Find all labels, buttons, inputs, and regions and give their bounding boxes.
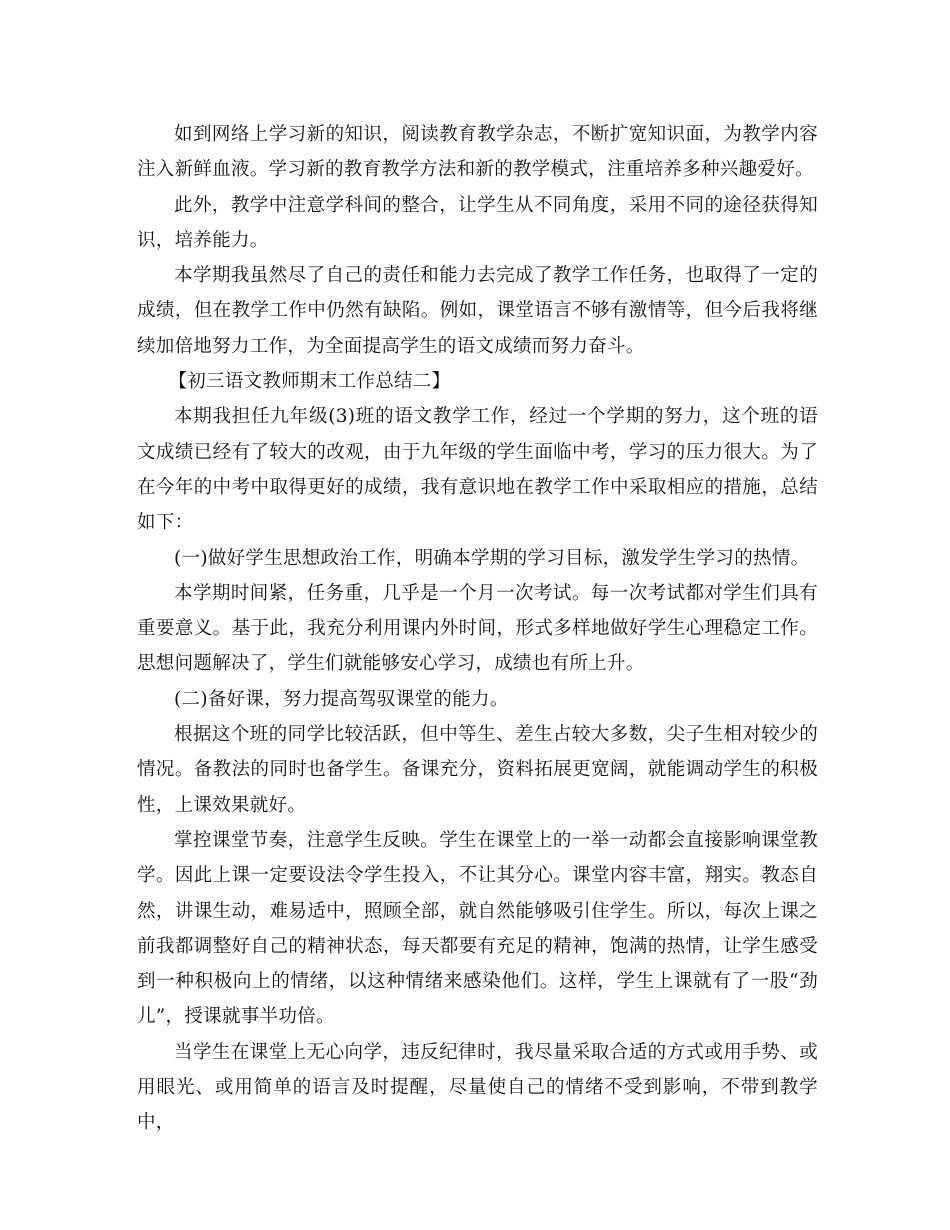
- paragraph-8: 当学生在课堂上无心向学，违反纪律时，我尽量采取合适的方式或用手势、或用眼光、或用简单的语言及时提醒，尽量使自己的情绪不受到影响，不带到教学中，: [137, 1041, 818, 1134]
- paragraph-1: 如到网络上学习新的知识，阅读教育教学杂志，不断扩宽知识面，为教学内容注入新鲜血液。学习新的教育教学方法和新的教学模式，注重培养多种兴趣爱好。: [137, 124, 818, 181]
- subheading-1: (一)做好学生思想政治工作，明确本学期的学习目标，激发学生学习的热情。: [174, 547, 810, 569]
- paragraph-2: 此外，教学中注意学科间的整合，让学生从不同角度，采用不同的途径获得知识，培养能力。: [137, 194, 818, 251]
- section-heading: 【初三语文教师期末工作总结二】: [168, 371, 451, 393]
- paragraph-4: 本期我担任九年级(3)班的语文教学工作，经过一个学期的努力，这个班的语文成绩已经有了较大的改观，由于九年级的学生面临中考，学习的压力很大。为了在今年的中考中取得更好的成绩，我有意识地在教学工作中采取相应的措施，总结如下：: [137, 406, 818, 534]
- subheading-2: (二)备好课，努力提高驾驭课堂的能力。: [174, 688, 509, 710]
- paragraph-7: 掌控课堂节奏，注意学生反映。学生在课堂上的一举一动都会直接影响课堂教学。因此上课一定要设法令学生投入，不让其分心。课堂内容丰富，翔实。教态自然，讲课生动，难易适中，照顾全部，就自然能够吸引住学生。所以，每次上课之前我都调整好自己的精神状态，每天都要有充足的精神，饱满的热情，让学生感受到一种积极向上的情绪，以这种情绪来感染他们。这样，学生上课就有了一股“劲儿”，授课就事半功倍。: [137, 829, 818, 1028]
- paragraph-6: 根据这个班的同学比较活跃，但中等生、差生占较大多数，尖子生相对较少的情况。备教法的同时也备学生。备课充分，资料拓展更宽阔，就能调动学生的积极性，上课效果就好。: [137, 724, 818, 816]
- paragraph-5: 本学期时间紧，任务重，几乎是一个月一次考试。每一次考试都对学生们具有重要意义。基于此，我充分利用课内外时间，形式多样地做好学生心理稳定工作。思想问题解决了，学生们就能够安心学习，成绩也有所上升。: [137, 582, 818, 675]
- paragraph-3: 本学期我虽然尽了自己的责任和能力去完成了教学工作任务，也取得了一定的成绩，但在教学工作中仍然有缺陷。例如，课堂语言不够有激情等，但今后我将继续加倍地努力工作，为全面提高学生的语文成绩而努力奋斗。: [137, 265, 818, 357]
